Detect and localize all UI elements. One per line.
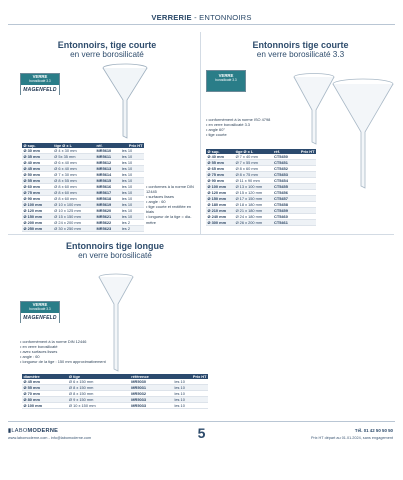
table-cell: les 2 [120, 220, 144, 226]
table-cell: Ø 4 x 30 mm [53, 148, 95, 154]
table-header-cell: Ø tige [67, 374, 129, 379]
table-cell: les 10 [120, 214, 144, 220]
feature-bullet: • en verre borosilicaté [20, 344, 115, 349]
borosilicate-badge-3: VERRE borosilicaté 3.3 MAGENFELD [20, 301, 60, 323]
table-cell: Ø 55 mm [206, 160, 234, 166]
table-row [22, 403, 208, 409]
table-header-cell: Prix HT [173, 374, 208, 379]
table-short-funnels [22, 143, 144, 232]
feature-bullet: • conformément à la norme ISO 4798 [206, 117, 296, 122]
brand-logo: ▮LABOMODERNE [8, 428, 59, 434]
table-cell: Ø 90 mm [206, 178, 234, 184]
table-cell: MR5033 [130, 403, 173, 409]
table-cell: Ø 21 x 180 mm [234, 208, 272, 214]
feature-bullet: • tige courte [206, 132, 296, 137]
table-cell: Ø 26 x 200 mm [234, 220, 272, 226]
table-cell: CT5460 [273, 214, 295, 220]
table-cell: Ø 8 x 150 mm [67, 385, 129, 391]
footer-phone: Tél. 01 42 50 50 50 [354, 428, 393, 433]
table-cell: CT5457 [273, 196, 295, 202]
table-cell: Ø 24 x 180 mm [234, 214, 272, 220]
table-cell: Ø 35 mm [22, 154, 53, 160]
table-cell: Ø 200 mm [22, 220, 53, 226]
footer-price-note: Prix HT départ au 01.01.2024, sans engagement [310, 436, 393, 440]
table-cell: les 10 [120, 190, 144, 196]
table-cell: Ø 100 mm [22, 403, 67, 409]
feature-bullet: • conformes à la norme DIN 12445 [146, 184, 196, 194]
table-cell: Ø 55 mm [22, 178, 53, 184]
footer-contact: www.labomoderne.com - info@labomoderne.com [8, 436, 92, 440]
funnel-short-image [100, 62, 150, 140]
table-cell: Ø 8 x 75 mm [234, 172, 272, 178]
table-cell: les 10 [120, 160, 144, 166]
table-row [206, 220, 316, 226]
table-cell: Ø 70 mm [22, 391, 67, 397]
table-header-cell: tige Ø x L [234, 149, 272, 154]
table-cell: les 10 [120, 178, 144, 184]
table-cell: Ø 75 mm [22, 190, 53, 196]
table-cell: MR5611 [95, 154, 120, 160]
borosilicate-badge: VERRE borosilicaté 3.3 MAGENFELD [20, 73, 60, 95]
table-cell: les 10 [173, 397, 208, 403]
table-cell: MR5033 [130, 397, 173, 403]
table-header-cell: tige Ø x L [53, 143, 95, 148]
table-cell: MR5613 [95, 166, 120, 172]
hirschmann-logo-3: MAGENFELD [21, 313, 59, 323]
table-cell: les 10 [120, 148, 144, 154]
table-cell: Ø 50 mm [22, 172, 53, 178]
table-header-cell: Ø sup. [206, 149, 234, 154]
table-cell: Ø 10 x 125 mm [53, 208, 95, 214]
table-cell: Ø 15 x 150 mm [53, 214, 95, 220]
table-header-cell: réf. [273, 149, 295, 154]
feature-bullet: • longueur de la tige : 150 mm approximativement [20, 359, 115, 364]
table-cell: CT5452 [273, 166, 295, 172]
table-row [22, 226, 144, 232]
table-cell: CT5451 [273, 160, 295, 166]
table-cell: Ø 24 x 200 mm [53, 220, 95, 226]
table-cell: Ø 5x 35 mm [53, 154, 95, 160]
table-cell: les 10 [173, 391, 208, 397]
table-header-cell: référence [130, 374, 173, 379]
table-cell: MR5620 [95, 208, 120, 214]
feature-bullet: • conformément à la norme DIN 12446 [20, 339, 115, 344]
table-cell: Ø 75 mm [206, 172, 234, 178]
table-cell: Ø 8 x 60 mm [53, 184, 95, 190]
table-cell: Ø 8 x 55 mm [53, 178, 95, 184]
feature-bullet: • tige courte et rectifiée en biais [146, 204, 196, 214]
table-cell: MR5615 [95, 178, 120, 184]
table-cell: CT5450 [273, 154, 295, 160]
table-cell: CT5453 [273, 172, 295, 178]
table-cell: CT5461 [273, 220, 295, 226]
table-cell: Ø 8 x 150 mm [67, 391, 129, 397]
feature-bullet: • angle : 60 [20, 354, 115, 359]
table-cell: Ø 45 mm [22, 166, 53, 172]
section-1-title: Entonnoirs, tige courte en verre borosilicaté [57, 40, 157, 60]
feature-bullet: • longueur de la tige = dia-mètre [146, 214, 196, 224]
feature-bullet: • angle : 60 [146, 199, 196, 204]
table-cell: CT5459 [273, 208, 295, 214]
table-cell: les 2 [120, 226, 144, 232]
table-cell: MR5623 [95, 226, 120, 232]
table-cell: Ø 8 x 60 mm [53, 196, 95, 202]
page-header: VERRERIE - ENTONNOIRS [8, 9, 395, 25]
feature-bullet: • angle 60° [206, 127, 296, 132]
table-cell: MR5617 [95, 190, 120, 196]
table-cell: Ø 30 mm [22, 148, 53, 154]
table-cell: MR5031 [130, 385, 173, 391]
borosilicate-badge-2: VERRE borosilicaté 3.3 [206, 70, 246, 92]
table-cell: Ø 7 x 30 mm [53, 172, 95, 178]
table-cell: Ø 9 x 150 mm [67, 397, 129, 403]
table-cell: les 10 [173, 379, 208, 385]
table-cell: CT5454 [273, 178, 295, 184]
table-cell: Ø 300 mm [206, 220, 234, 226]
table-cell: Ø 120 mm [22, 208, 53, 214]
table-cell: Ø 6 x 40 mm [53, 160, 95, 166]
section-3-features [20, 339, 115, 364]
table-cell: Ø 6 x 40 mm [53, 166, 95, 172]
table-cell: MR5622 [95, 220, 120, 226]
table-cell: Ø 80 mm [22, 397, 67, 403]
footer-divider [8, 421, 395, 422]
table-cell: MR5030 [130, 379, 173, 385]
table-cell: CT5456 [273, 190, 295, 196]
table-cell: Ø 240 mm [206, 214, 234, 220]
table-cell: Ø 150 mm [206, 196, 234, 202]
hirschmann-logo: MAGENFELD [21, 85, 59, 95]
table-cell: Ø 250 mm [22, 226, 53, 232]
table-cell: MR5610 [95, 148, 120, 154]
table-header-cell: Ø sup. [22, 143, 53, 148]
table-cell: les 10 [120, 196, 144, 202]
table-cell: MR5614 [95, 172, 120, 178]
table-cell: Ø 7 x 40 mm [234, 154, 272, 160]
table-cell: Ø 100 mm [22, 202, 53, 208]
table-header-cell: Prix HT [294, 149, 316, 154]
table-cell: Ø 17 x 150 mm [234, 196, 272, 202]
table-cell: Ø 210 mm [206, 208, 234, 214]
section-2-features [206, 117, 296, 137]
table-cell: Ø 120 mm [206, 190, 234, 196]
table-cell: Ø 55 mm [22, 385, 67, 391]
page-number: 5 [197, 425, 206, 441]
table-cell: les 10 [173, 403, 208, 409]
table-cell: Ø 10 x 150 mm [67, 403, 129, 409]
feature-bullet: • en verre borosilicaté 3.3 [206, 122, 296, 127]
feature-bullet: • surfaces lisses [146, 194, 196, 199]
table-cell: Ø 6 x 150 mm [67, 379, 129, 385]
table-cell: Ø 30 x 250 mm [53, 226, 95, 232]
table-header-cell: réf. [95, 143, 120, 148]
table-cell: les 10 [173, 385, 208, 391]
table-cell: MR5612 [95, 160, 120, 166]
table-cell: Ø 15 x 120 mm [234, 190, 272, 196]
table-cell: Ø 90 mm [22, 196, 53, 202]
table-cell: MR5619 [95, 202, 120, 208]
section-divider [8, 234, 394, 235]
table-cell: CT5455 [273, 184, 295, 190]
table-cell: Ø 40 mm [206, 154, 234, 160]
table-cell: MR5618 [95, 196, 120, 202]
table-cell: Ø 150 mm [22, 214, 53, 220]
table-cell: Ø 60 mm [22, 184, 53, 190]
table-cell: les 10 [120, 166, 144, 172]
table-33-funnels [206, 149, 316, 226]
table-cell: Ø 10 x 100 mm [53, 202, 95, 208]
table-cell: MR5032 [130, 391, 173, 397]
feature-bullet: • avec surfaces lisses [20, 349, 115, 354]
table-cell: Ø 13 x 100 mm [234, 184, 272, 190]
table-cell: Ø 65 mm [206, 166, 234, 172]
table-cell: les 10 [120, 154, 144, 160]
section-3-title: Entonnoirs tige longue en verre borosilicaté [66, 241, 164, 261]
table-cell: les 10 [120, 184, 144, 190]
column-divider [200, 32, 201, 234]
table-cell: Ø 8 x 60 mm [234, 166, 272, 172]
table-cell: Ø 8 x 60 mm [53, 190, 95, 196]
section-1-features [146, 184, 196, 225]
table-cell: Ø 45 mm [22, 379, 67, 385]
table-cell: Ø 180 mm [206, 202, 234, 208]
table-cell: Ø 40 mm [22, 160, 53, 166]
table-long-funnels [22, 374, 208, 409]
section-2-title: Entonnoirs tige courte en verre borosilicaté 3.3 [252, 40, 349, 60]
table-cell: les 10 [120, 202, 144, 208]
table-cell: les 10 [120, 172, 144, 178]
table-cell: CT5458 [273, 202, 295, 208]
table-header-cell: Prix HT [120, 143, 144, 148]
table-cell: MR5616 [95, 184, 120, 190]
table-cell [294, 220, 316, 226]
table-cell: MR5621 [95, 214, 120, 220]
table-header-cell: diamètre [22, 374, 67, 379]
table-cell: les 10 [120, 208, 144, 214]
table-cell: Ø 7 x 55 mm [234, 160, 272, 166]
table-cell: Ø 18 x 180 mm [234, 202, 272, 208]
table-cell: Ø 11 x 90 mm [234, 178, 272, 184]
table-cell: Ø 100 mm [206, 184, 234, 190]
